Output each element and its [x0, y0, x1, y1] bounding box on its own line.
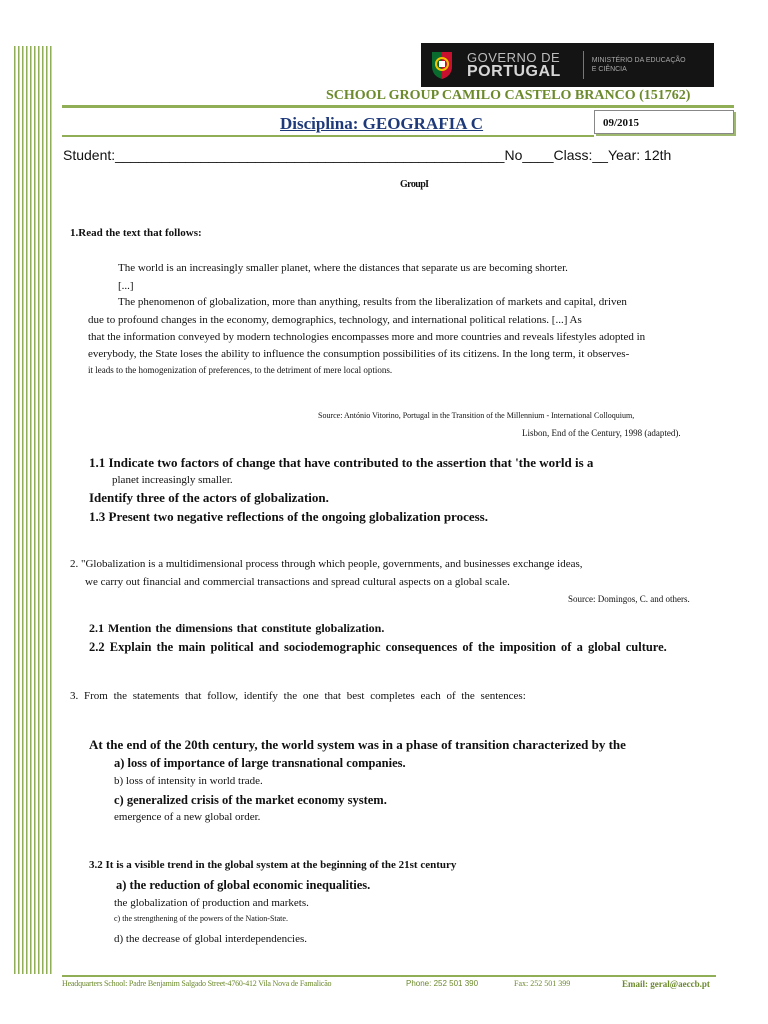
q2-source: Source: Domingos, C. and others.	[568, 594, 690, 604]
ministry-line-1: MINISTÉRIO DA EDUCAÇÃO	[591, 57, 686, 64]
government-logo	[421, 43, 714, 87]
footer-phone: Phone: 252 501 390	[406, 979, 479, 988]
q1-text-line: The world is an increasingly smaller planet, where the distances that separate us are becoming shorter.	[118, 262, 568, 274]
logo-line-2: PORTUGAL	[467, 63, 561, 80]
q3-1-option-d: emergence of a new global order.	[114, 811, 261, 823]
q2-2-question: 2.2 Explain the main political and sociodemographic consequences of the imposition of a global culture.	[89, 640, 667, 654]
q1-source-line-2: Lisbon, End of the Century, 1998 (adapted).	[522, 428, 681, 438]
footer-address: Headquarters School: Padre Benjamim Salgado Street-4760-412 Vila Nova de Famalicão	[62, 979, 332, 988]
q1-1-continuation: planet increasingly smaller.	[112, 474, 233, 486]
q1-text-line: The phenomenon of globalization, more than anything, results from the liberalization of markets and capital, driven	[118, 296, 627, 308]
q1-text-line: that the information conveyed by modern technologies encompasses more and more countries and reveals lifestyles adopted in	[88, 331, 646, 343]
q1-source-line-1: Source: António Vitorino, Portugal in the Transition of the Millennium - International Colloquium,	[318, 411, 635, 420]
q2-quote-line-1: 2. "Globalization is a multidimensional process through which people, governments, and businesses exchange ideas,	[70, 558, 583, 570]
q3-2-option-c: c) the strengthening of the powers of the Nation-State.	[114, 914, 288, 923]
q3-1-statement: At the end of the 20th century, the world system was in a phase of transition characterized by the	[89, 737, 626, 752]
ministry-line-2: E CIÊNCIA	[591, 66, 627, 73]
header-divider	[62, 105, 734, 108]
footer-fax: Fax: 252 501 399	[514, 979, 571, 988]
q1-3-question: 1.3 Present two negative reflections of the ongoing globalization process.	[89, 509, 488, 524]
q2-quote-line-2: we carry out financial and commercial transactions and spread cultural aspects on a global scale.	[85, 576, 510, 588]
q3-2-option-a: a) the reduction of global economic inequalities.	[116, 878, 371, 892]
q3-2-statement: 3.2 It is a visible trend in the global system at the beginning of the 21st century	[89, 859, 457, 871]
q1-text-line: [...]	[118, 280, 134, 292]
logo-line-1: GOVERNO DE	[467, 50, 561, 65]
q3-2-option-b: the globalization of production and markets.	[114, 897, 309, 909]
q2-1-question: 2.1 Mention the dimensions that constitute globalization.	[89, 621, 385, 635]
footer-email: Email: geral@aeccb.pt	[622, 979, 710, 989]
q1-1-question: 1.1 Indicate two factors of change that have contributed to the assertion that 'the world is a	[89, 455, 594, 470]
q1-text-line: it leads to the homogenization of preferences, to the detriment of mere local options.	[88, 365, 393, 375]
date-box: 09/2015	[594, 110, 734, 134]
title-divider	[62, 135, 594, 137]
decorative-stripes	[14, 46, 54, 974]
q1-text-line: due to profound changes in the economy, demographics, technology, and international political relations. [...] As	[88, 314, 582, 326]
student-info-line: Student:__________________________________________________No____Class:__Year: 12th	[63, 147, 672, 163]
q3-1-option-b: b) loss of intensity in world trade.	[114, 775, 263, 787]
logo-separator	[583, 51, 584, 79]
q1-2-question: Identify three of the actors of globalization.	[89, 490, 329, 505]
q3-1-option-a: a) loss of importance of large transnational companies.	[114, 756, 406, 770]
school-group-title: SCHOOL GROUP CAMILO CASTELO BRANCO (151762)	[326, 88, 691, 103]
portugal-emblem-icon	[429, 50, 455, 80]
q3-2-option-d: d) the decrease of global interdependencies.	[114, 933, 308, 945]
discipline-title: Disciplina: GEOGRAFIA C	[280, 114, 484, 133]
q1-text-line: everybody, the State loses the ability to influence the consumption possibilities of its citizens. In the long term, it observes-	[88, 348, 630, 360]
footer-divider	[62, 975, 716, 977]
q1-heading: 1.Read the text that follows:	[70, 227, 202, 239]
q3-1-option-c: c) generalized crisis of the market economy system.	[114, 793, 387, 807]
q3-intro: 3. From the statements that follow, identify the one that best completes each of the sentences:	[70, 690, 526, 702]
group-heading: GroupI	[400, 179, 429, 190]
